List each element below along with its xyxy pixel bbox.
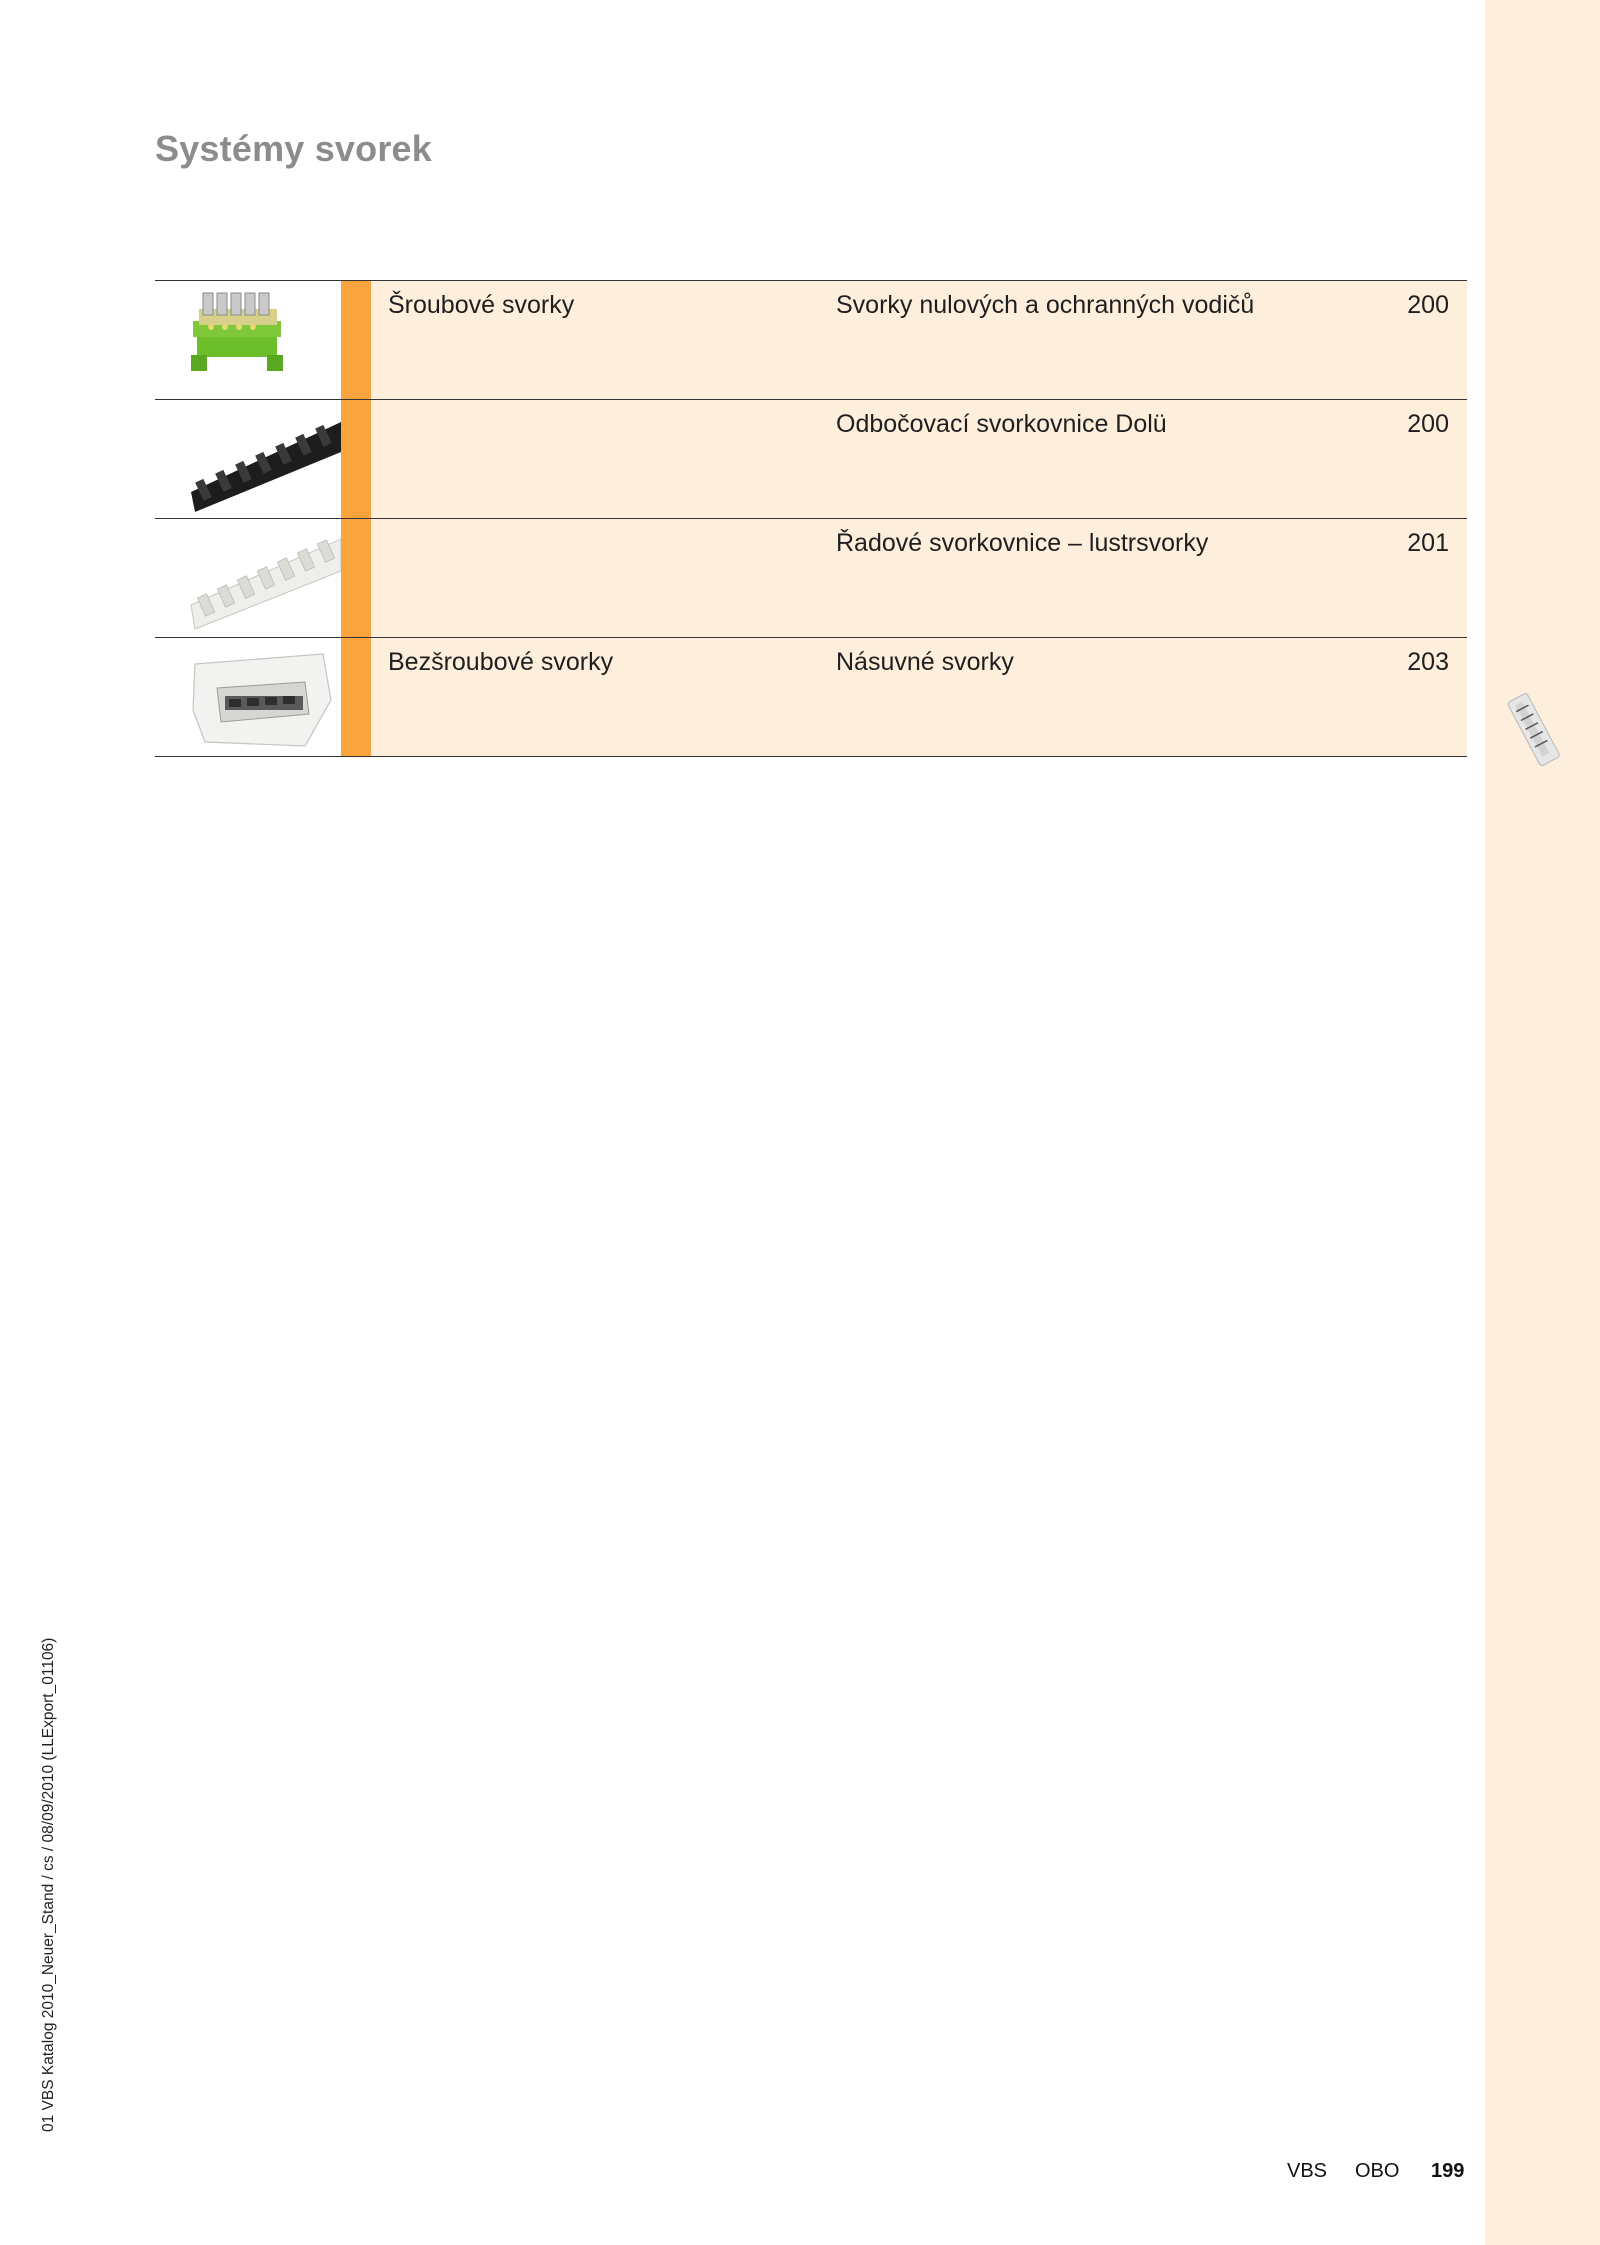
item-label[interactable]: Svorky nulových a ochranných vodičů — [836, 291, 1255, 319]
side-strip — [1485, 0, 1600, 2245]
item-label[interactable]: Násuvné svorky — [836, 648, 1014, 676]
green-terminal-block-icon — [155, 281, 341, 399]
accent-bar — [341, 638, 371, 756]
item-label[interactable]: Řadové svorkovnice – lustrsvorky — [836, 529, 1209, 557]
footer-vbs: VBS — [1287, 2160, 1328, 2182]
accent-bar — [341, 519, 371, 637]
page-number[interactable]: 203 — [1407, 648, 1449, 676]
table-row[interactable] — [155, 637, 1467, 757]
item-label[interactable]: Odbočovací svorkovnice Dolü — [836, 410, 1167, 438]
footer-obo: OBO — [1355, 2160, 1400, 2182]
group-label: Bezšroubové svorky — [388, 648, 614, 676]
side-terminal-icon — [1505, 685, 1565, 775]
accent-bar — [341, 400, 371, 518]
group-label: Šroubové svorky — [388, 291, 575, 319]
black-terminal-strip-icon — [155, 400, 341, 518]
push-in-connector-icon — [155, 638, 341, 756]
page-title: Systémy svorek — [155, 128, 432, 169]
page-number[interactable]: 200 — [1407, 291, 1449, 319]
product-index-table — [155, 280, 1467, 757]
vertical-meta-text: 01 VBS Katalog 2010_Neuer_Stand / cs / 08/09/2010 (LLExport_01106) — [40, 1637, 57, 2132]
table-row[interactable] — [155, 518, 1467, 637]
white-terminal-strip-icon — [155, 519, 341, 637]
page-number[interactable]: 200 — [1407, 410, 1449, 438]
accent-bar — [341, 281, 371, 399]
table-row[interactable] — [155, 280, 1467, 399]
page-number[interactable]: 201 — [1407, 529, 1449, 557]
footer-page-number: 199 — [1431, 2160, 1465, 2182]
table-row[interactable] — [155, 399, 1467, 518]
